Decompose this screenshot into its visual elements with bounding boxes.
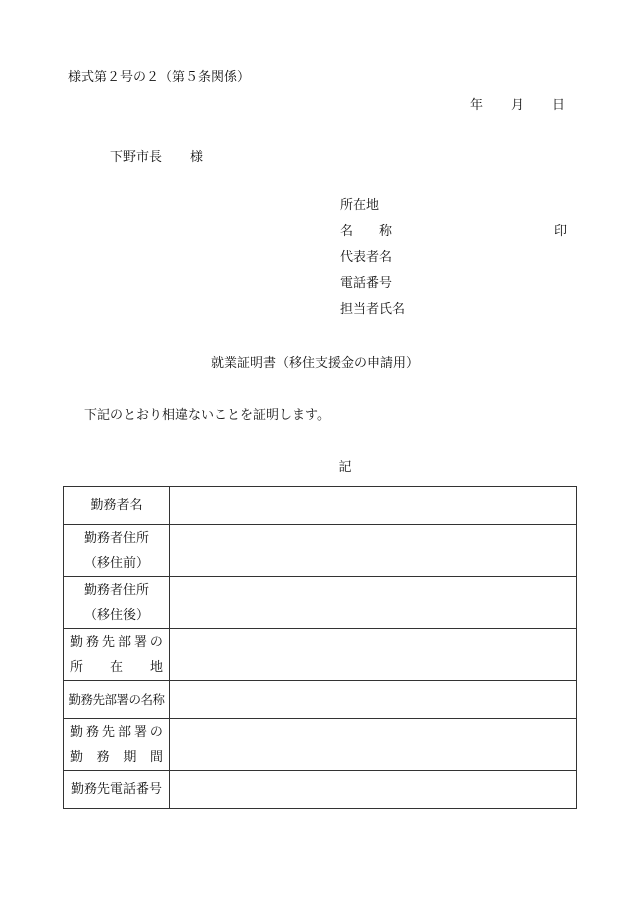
- applicant-address-row: [340, 197, 570, 223]
- applicant-contact-row: [340, 301, 570, 327]
- applicant-block: [340, 197, 570, 327]
- addressee-name: 下野市長: [110, 150, 163, 165]
- name-label: 名 称: [340, 224, 393, 239]
- document-title: 就業証明書（移住支援金の申請用）: [210, 356, 419, 371]
- row-label: [64, 771, 170, 809]
- label-text: 勤務者住所: [83, 582, 149, 598]
- table-row: [64, 629, 577, 681]
- date-line: [470, 94, 565, 113]
- label-line: 勤 務 期 間: [70, 749, 163, 765]
- address-before-field[interactable]: [170, 525, 577, 577]
- label-text: 勤務先電話番号: [70, 782, 162, 797]
- row-label: [64, 719, 170, 771]
- department-name-field[interactable]: [170, 681, 577, 719]
- workplace-location-field[interactable]: [170, 629, 577, 681]
- phone-label: 電話番号: [340, 276, 393, 291]
- seal-mark: 印: [554, 224, 568, 239]
- label-text: （移住後）: [83, 607, 149, 623]
- row-label: [64, 577, 170, 629]
- row-label: [64, 681, 170, 719]
- workplace-phone-field[interactable]: [170, 771, 577, 809]
- table-row: [64, 681, 577, 719]
- applicant-name-row: [340, 223, 570, 249]
- label-line: 所 在 地: [70, 659, 163, 675]
- worker-name-field[interactable]: [170, 487, 577, 525]
- employment-period-field[interactable]: [170, 719, 577, 771]
- certificate-table: [63, 486, 577, 809]
- table-row: [64, 719, 577, 771]
- certification-statement: 下記のとおり相違ないことを証明します。: [84, 408, 330, 423]
- date-year: 年: [470, 98, 484, 113]
- label-line: 勤 務 先 部 署 の: [70, 724, 163, 740]
- label-line: 勤 務 先 部 署 の: [70, 634, 163, 650]
- form-number: 様式第２号の２（第５条関係）: [68, 70, 251, 85]
- applicant-representative-row: [340, 249, 570, 275]
- label-text: 勤務者名: [90, 498, 143, 513]
- addressee-honorific: 様: [190, 150, 204, 165]
- table-row: [64, 771, 577, 809]
- table-row: [64, 525, 577, 577]
- row-label: [64, 487, 170, 525]
- date-day: 日: [552, 98, 566, 113]
- representative-label: 代表者名: [340, 250, 393, 265]
- date-month: 月: [511, 98, 525, 113]
- applicant-phone-row: [340, 275, 570, 301]
- row-label: [64, 629, 170, 681]
- table-row: [64, 487, 577, 525]
- ki-heading: 記: [338, 460, 352, 475]
- address-label: 所在地: [340, 198, 380, 213]
- address-after-field[interactable]: [170, 577, 577, 629]
- contact-label: 担当者氏名: [340, 302, 406, 317]
- label-text: 勤務者住所: [83, 530, 149, 546]
- row-label: [64, 525, 170, 577]
- label-text: （移住前）: [83, 555, 149, 571]
- label-text: 勤務先部署の名称: [68, 692, 165, 707]
- table-row: [64, 577, 577, 629]
- addressee: [110, 146, 203, 165]
